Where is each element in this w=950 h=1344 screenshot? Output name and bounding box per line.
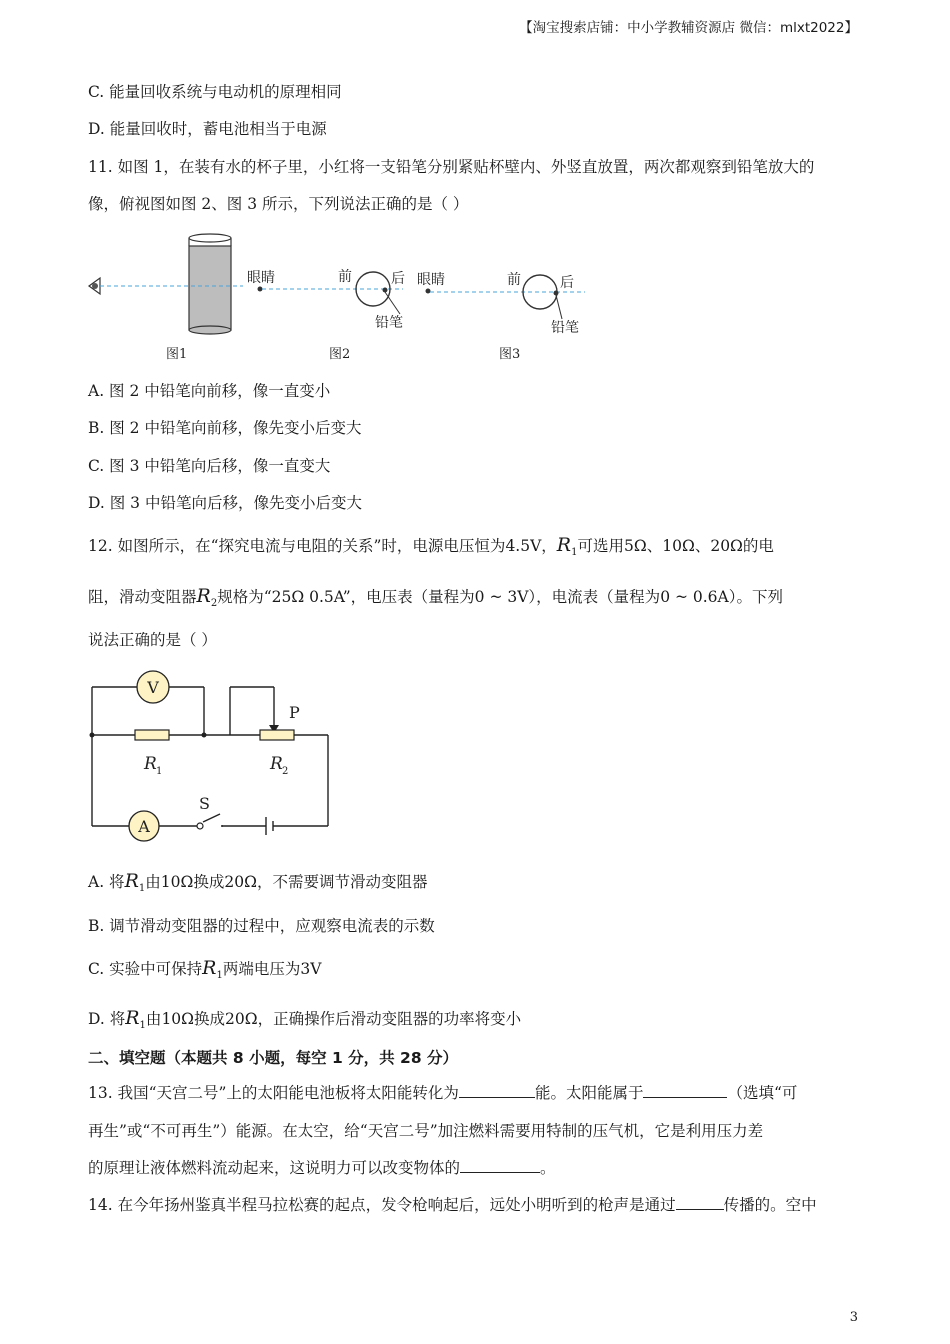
- section-heading: 二、填空题（本题共 8 小题，每空 1 分，共 28 分）: [88, 1049, 459, 1067]
- fig3-back-label: 后: [560, 275, 574, 291]
- fig3-caption: 图3: [499, 347, 521, 362]
- page-header: 【淘宝搜索店铺：中小学教辅资源店 微信：mlxt2022】: [519, 20, 858, 36]
- answer-blank[interactable]: [643, 1083, 727, 1098]
- q12-stem-line1: 12. 如图所示，在“探究电流与电阻的关系”时，电源电压恒为4.5V，$R_1$可选用5Ω、10Ω、20Ω的电: [88, 534, 774, 558]
- fig2-eye-label: 眼睛: [247, 270, 275, 286]
- q12-option-b: B. 调节滑动变阻器的过程中，应观察电流表的示数: [88, 917, 435, 935]
- r2-symbol: R: [196, 585, 211, 607]
- svg-text:2: 2: [282, 766, 289, 777]
- r1-label: R: [144, 754, 157, 774]
- fig3-eye-label: 眼睛: [417, 272, 445, 288]
- q10-option-c: C. 能量回收系统与电动机的原理相同: [88, 83, 342, 101]
- q12-option-c: C. 实验中可保持$R_1$两端电压为3V: [88, 957, 322, 981]
- ammeter: [129, 811, 159, 841]
- q11-option-c: C. 图 3 中铅笔向后移，像一直变大: [88, 457, 331, 475]
- r1-symbol: R: [556, 534, 572, 556]
- q12-option-a: A. 将$R_1$由10Ω换成20Ω，不需要调节滑动变阻器: [88, 870, 428, 894]
- q11-figure: [80, 228, 600, 368]
- q12-circuit-diagram: [84, 668, 344, 843]
- cup-with-water: [189, 234, 231, 334]
- q11-stem-line2: 像，俯视图如图 2、图 3 所示，下列说法正确的是（ ）: [88, 195, 469, 213]
- q11-option-d: D. 图 3 中铅笔向后移，像先变小后变大: [88, 494, 362, 512]
- fig2-pencil-label: 铅笔: [375, 315, 403, 331]
- fig1-caption: 图1: [166, 347, 188, 362]
- svg-text:V: V: [147, 678, 159, 697]
- q11-option-a: A. 图 2 中铅笔向前移，像一直变小: [88, 382, 331, 400]
- fig3-pencil-label: 铅笔: [551, 320, 579, 336]
- answer-blank[interactable]: [676, 1195, 724, 1210]
- fig3-pencil-dot: [554, 291, 559, 296]
- q10-option-d: D. 能量回收时，蓄电池相当于电源: [88, 120, 327, 138]
- fig2-pencil-dot: [383, 288, 388, 293]
- q13-line1: 13. 我国“天宫二号”上的太阳能电池板将太阳能转化为 能。太阳能属于 （选填“可: [88, 1084, 798, 1102]
- q12-stem-line2: 阻，滑动变阻器$R_2$规格为“25Ω 0.5A”，电压表（量程为0 ~ 3V），电流表（量程为0 ~ 0.6A）。下列: [88, 585, 783, 609]
- resistor-r1: [135, 730, 169, 740]
- svg-text:1: 1: [156, 766, 163, 777]
- voltmeter: [137, 671, 169, 703]
- q13-line2: 再生”或“不可再生”）能源。在太空，给“天宫二号”加注燃料需要用特制的压气机，它是利用压力差: [88, 1122, 764, 1140]
- switch-label: S: [199, 794, 210, 813]
- eye-dot: [258, 287, 263, 292]
- page-number: 3: [849, 1310, 858, 1325]
- svg-text:A: A: [138, 817, 150, 836]
- q12-option-d: D. 将$R_1$由10Ω换成20Ω，正确操作后滑动变阻器的功率将变小: [88, 1007, 522, 1031]
- fig2-back-label: 后: [391, 271, 405, 287]
- q14-line1: 14. 在今年扬州鉴真半程马拉松赛的起点，发令枪响起后，远处小明听到的枪声是通过 传播的。空中: [88, 1196, 817, 1214]
- eye-dot: [426, 289, 431, 294]
- eye-icon: [89, 278, 100, 294]
- fig2-front-label: 前: [338, 269, 352, 285]
- q11-option-b: B. 图 2 中铅笔向前移，像先变小后变大: [88, 419, 362, 437]
- q11-stem-line1: 11. 如图 1，在装有水的杯子里，小红将一支铅笔分别紧贴杯壁内、外竖直放置，两次都观察到铅笔放大的: [88, 158, 815, 176]
- fig2-caption: 图2: [329, 347, 351, 362]
- answer-blank[interactable]: [460, 1158, 540, 1173]
- switch-contact: [197, 823, 203, 829]
- fig3-front-label: 前: [507, 272, 521, 288]
- resistor-r2: [260, 730, 294, 740]
- r2-label: R: [270, 754, 283, 774]
- answer-blank[interactable]: [459, 1083, 535, 1098]
- q13-line3: 的原理让液体燃料流动起来，这说明力可以改变物体的 。: [88, 1159, 556, 1177]
- q12-stem-line3: 说法正确的是（ ）: [88, 631, 217, 649]
- slider-label: P: [289, 703, 300, 722]
